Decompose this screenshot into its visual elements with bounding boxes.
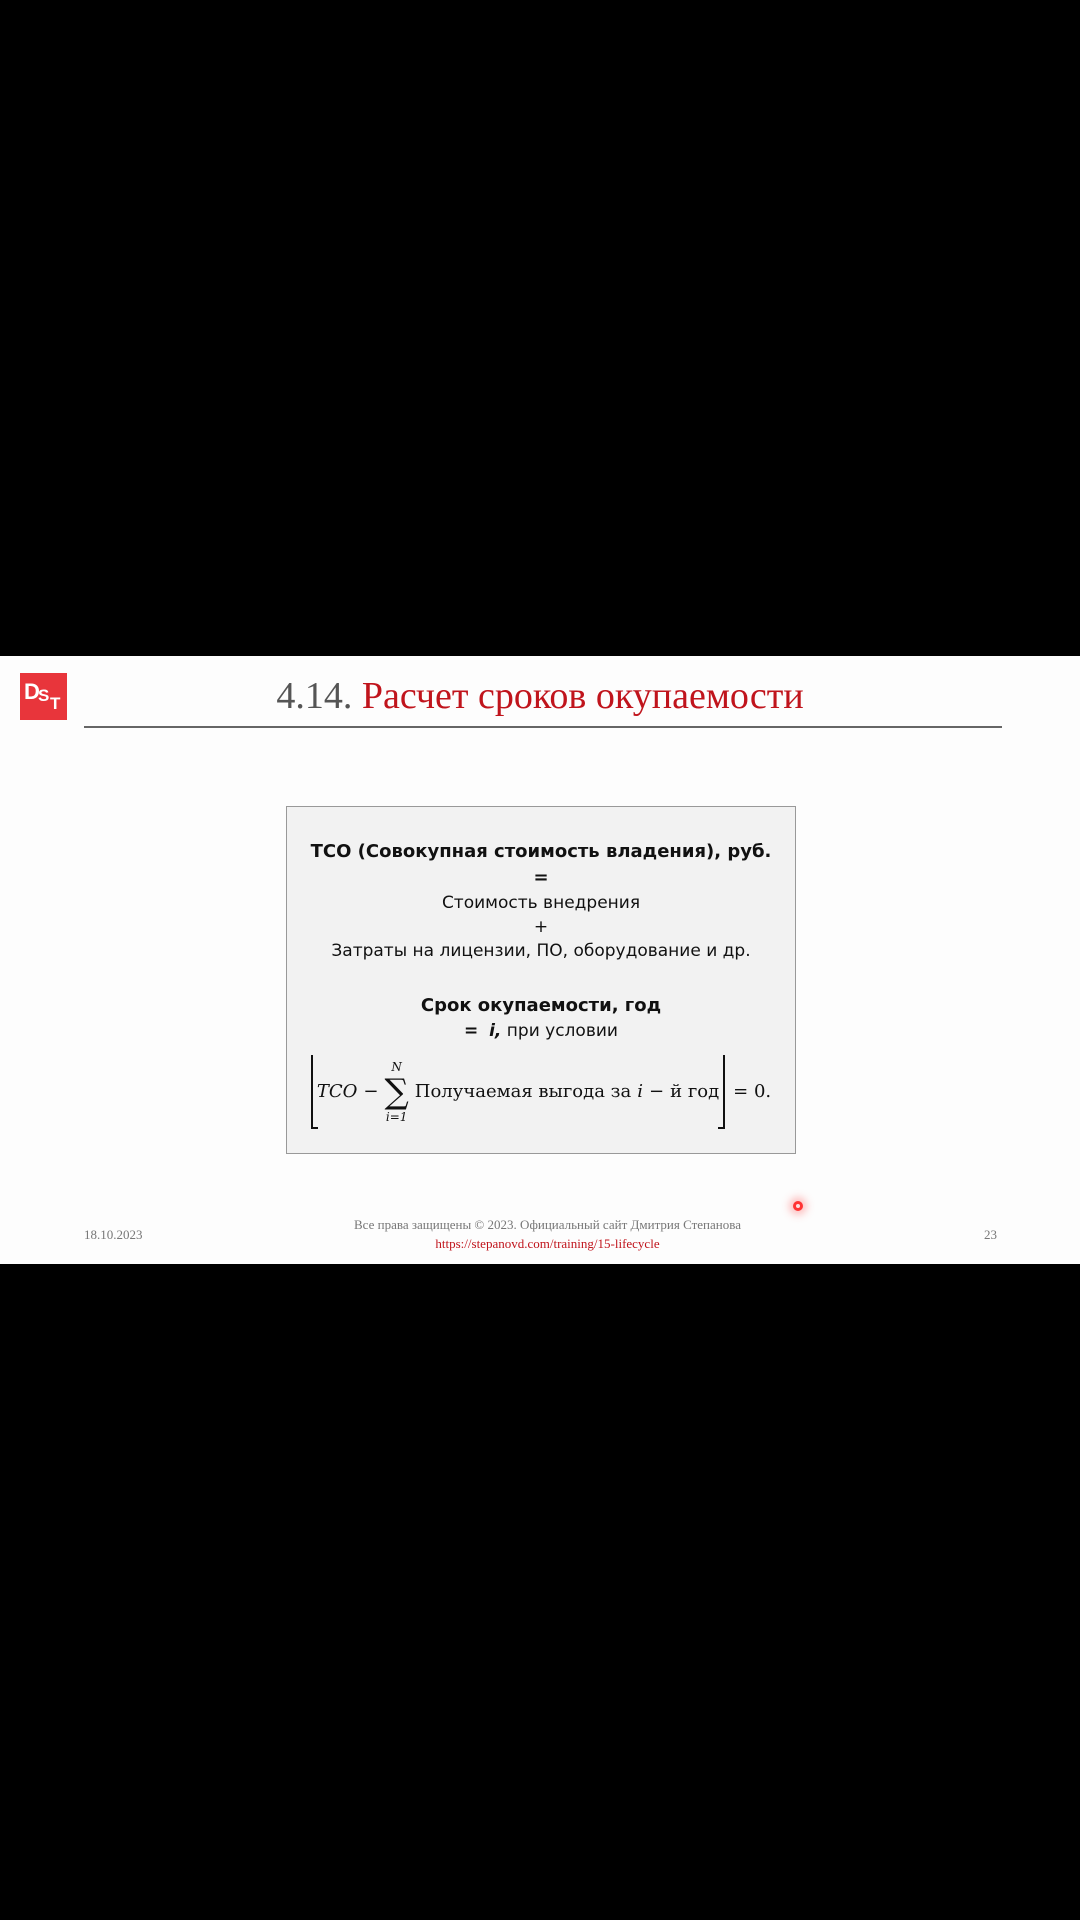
sum-lower-limit: i=1	[385, 1110, 408, 1124]
formula-result: = 0.	[733, 1081, 772, 1102]
payback-formula	[287, 1055, 795, 1129]
other-costs: Затраты на лицензии, ПО, оборудование и др.	[331, 941, 751, 961]
condition-variable: i,	[489, 1021, 502, 1041]
formula-year: й год	[670, 1081, 720, 1102]
bracketed-expression	[311, 1055, 725, 1129]
equals-sign: =	[533, 867, 549, 888]
formula-variable: i	[637, 1081, 643, 1102]
sum-upper-limit: N	[391, 1060, 402, 1074]
laser-pointer-cursor	[793, 1201, 803, 1211]
payback-heading: Срок окупаемости, год	[420, 995, 662, 1016]
tco-heading: TCO (Совокупная стоимость владения), руб.	[310, 841, 772, 862]
condition-text: при условии	[506, 1021, 618, 1041]
title-text: Расчет сроков окупаемости	[361, 675, 804, 717]
title-divider	[84, 726, 1002, 728]
condition-equals: =	[464, 1021, 479, 1041]
plus-sign: +	[533, 917, 549, 937]
sigma-symbol: ∑	[384, 1072, 409, 1112]
tco-symbol: TCO	[316, 1081, 358, 1102]
footer-copyright: Все права защищены © 2023. Официальный сайт Дмитрия Степанова	[354, 1217, 741, 1232]
implementation-cost: Стоимость внедрения	[441, 893, 641, 913]
title-number: 4.14.	[276, 675, 353, 717]
formula-box	[286, 806, 796, 1154]
footer-date: 18.10.2023	[84, 1227, 143, 1242]
sum-operator	[384, 1060, 408, 1124]
payback-condition	[287, 1021, 795, 1042]
minus-sign-2: −	[649, 1081, 665, 1102]
presentation-slide	[0, 656, 1080, 1264]
footer-url-link[interactable]: https://stepanovd.com/training/15-lifecycle	[435, 1236, 660, 1251]
formula-body: Получаемая выгода за	[414, 1081, 632, 1102]
dst-logo: D S T	[20, 673, 67, 720]
page-number: 23	[984, 1227, 997, 1242]
slide-title	[0, 674, 1080, 718]
minus-sign: −	[363, 1081, 379, 1102]
